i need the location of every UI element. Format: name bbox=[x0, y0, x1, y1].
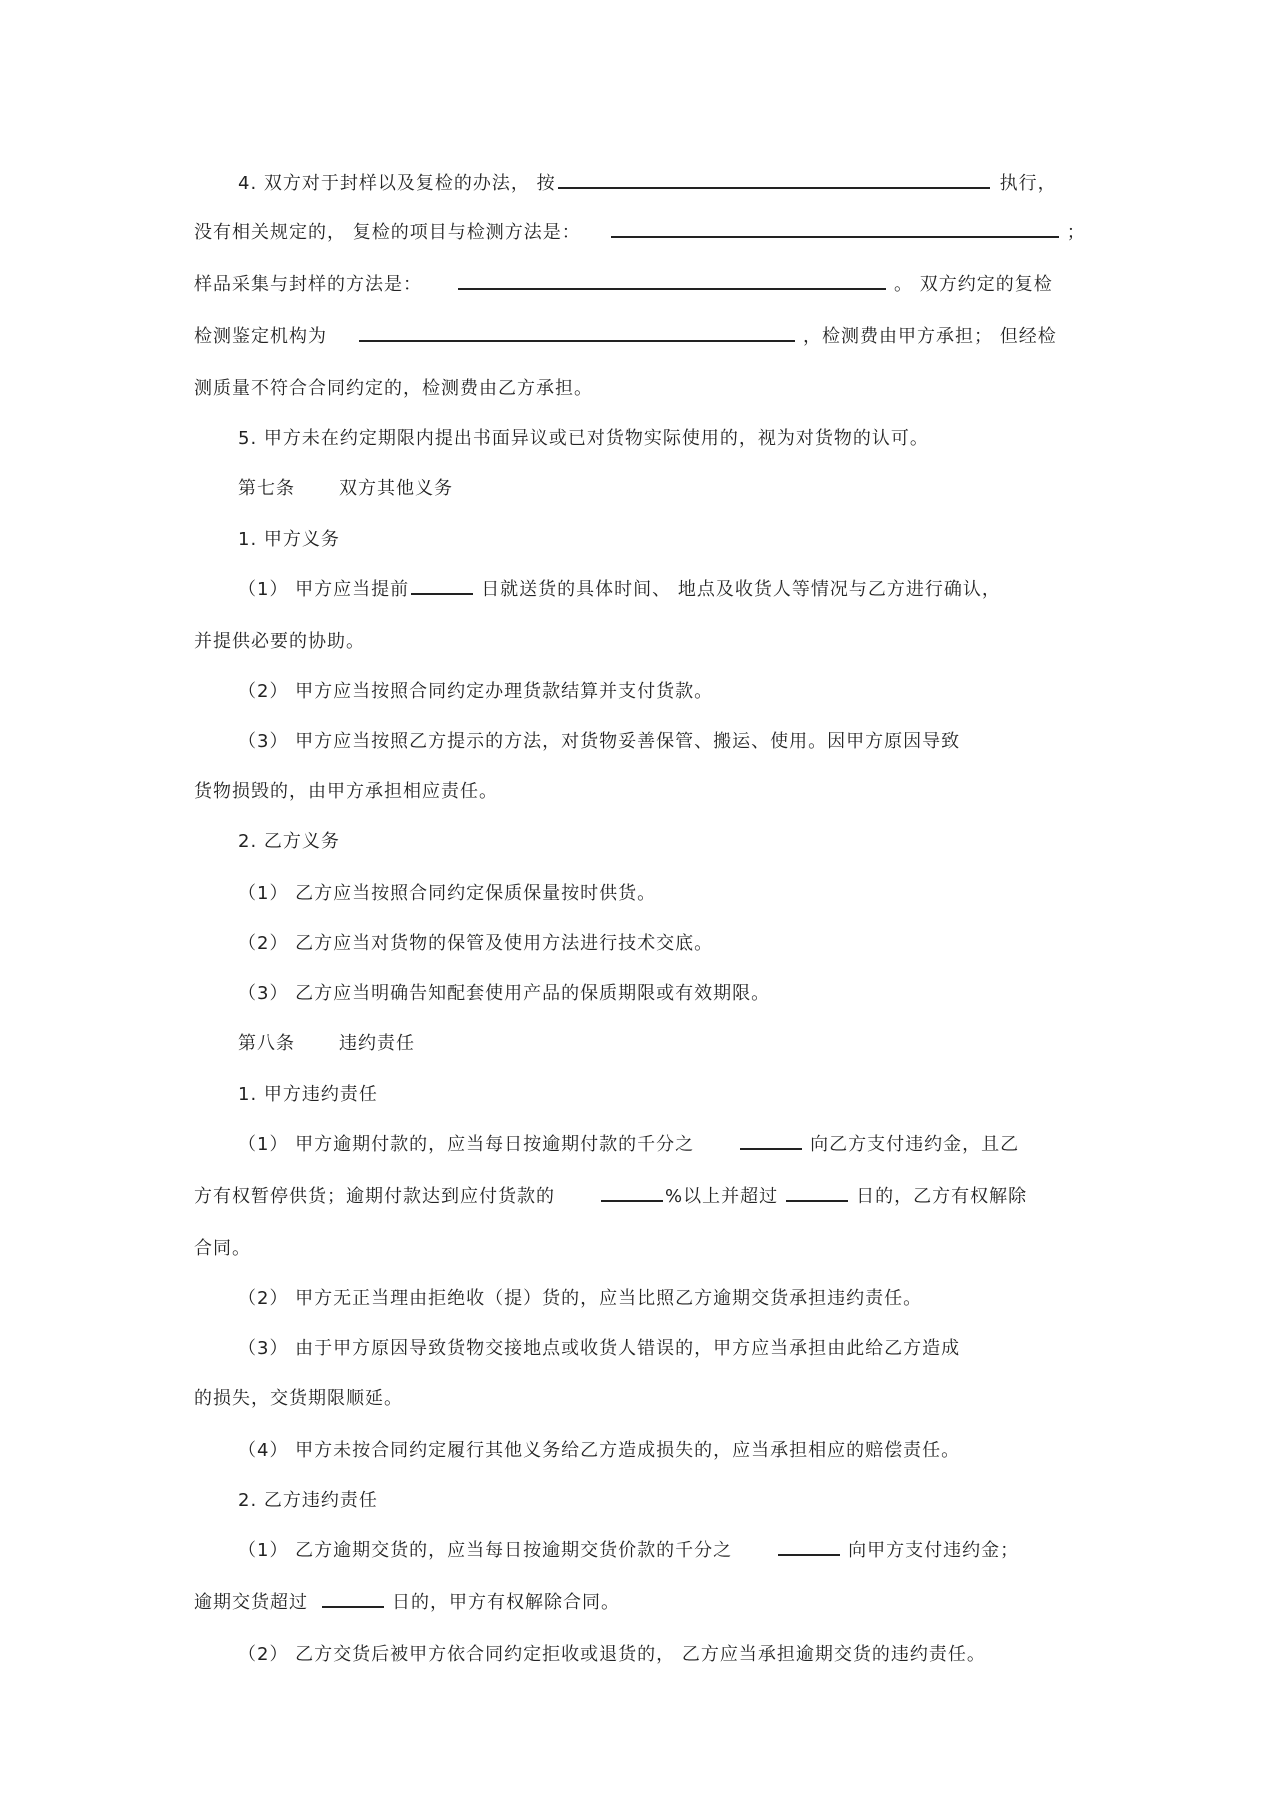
text: （1） 甲方逾期付款的，应当每日按逾期付款的千分之 bbox=[238, 1134, 695, 1155]
blank-field[interactable] bbox=[611, 222, 1059, 238]
party-b-liability-heading: 2. 乙方违约责任 bbox=[238, 1490, 378, 1511]
party-b-liability-2: （2） 乙方交货后被甲方依合同约定拒收或退货的， 乙方应当承担逾期交货的违约责任。 bbox=[238, 1644, 986, 1665]
text: 逾期交货超过 bbox=[194, 1592, 308, 1613]
text: 执行， bbox=[999, 173, 1057, 194]
party-a-liability-2: （2） 甲方无正当理由拒绝收（提）货的，应当比照乙方逾期交货承担违约责任。 bbox=[238, 1288, 923, 1309]
party-a-obligations-heading: 1. 甲方义务 bbox=[238, 529, 340, 550]
article-7-heading bbox=[238, 477, 453, 501]
party-b-obligation-3: （3） 乙方应当明确告知配套使用产品的保质期限或有效期限。 bbox=[238, 983, 771, 1004]
clause-4-line-3 bbox=[194, 273, 1053, 297]
party-b-obligations-heading: 2. 乙方义务 bbox=[238, 831, 340, 852]
blank-field[interactable] bbox=[786, 1186, 848, 1202]
article-title: 双方其他义务 bbox=[339, 478, 453, 499]
text: 4. 双方对于封样以及复检的办法， 按 bbox=[238, 173, 556, 194]
party-a-liability-1 bbox=[238, 1133, 1019, 1157]
text: 日就送货的具体时间、 地点及收货人等情况与乙方进行确认， bbox=[481, 579, 1001, 600]
blank-field[interactable] bbox=[322, 1592, 384, 1608]
party-a-liability-heading: 1. 甲方违约责任 bbox=[238, 1084, 378, 1105]
blank-field[interactable] bbox=[740, 1134, 802, 1150]
blank-field[interactable] bbox=[558, 173, 990, 189]
text: 。 双方约定的复检 bbox=[894, 274, 1053, 295]
text: %以上并超过 bbox=[665, 1186, 779, 1207]
party-b-obligation-2: （2） 乙方应当对货物的保管及使用方法进行技术交底。 bbox=[238, 933, 714, 954]
text: 日的，乙方有权解除 bbox=[856, 1186, 1028, 1207]
party-a-obligation-2: （2） 甲方应当按照合同约定办理货款结算并支付货款。 bbox=[238, 681, 714, 702]
text: 没有相关规定的， 复检的项目与检测方法是： bbox=[194, 222, 581, 243]
party-a-liability-3: （3） 由于甲方原因导致货物交接地点或收货人错误的，甲方应当承担由此给乙方造成 bbox=[238, 1338, 961, 1359]
party-b-obligation-1: （1） 乙方应当按照合同约定保质保量按时供货。 bbox=[238, 883, 657, 904]
party-a-obligation-1 bbox=[238, 578, 1001, 602]
party-b-liability-1-cont bbox=[194, 1591, 620, 1615]
clause-4-line-2 bbox=[194, 221, 1086, 245]
party-a-liability-1-end: 合同。 bbox=[194, 1238, 251, 1259]
text: （1） 乙方逾期交货的，应当每日按逾期交货价款的千分之 bbox=[238, 1540, 733, 1561]
party-a-obligation-3-cont: 货物损毁的，由甲方承担相应责任。 bbox=[194, 781, 498, 802]
party-a-liability-4: （4） 甲方未按合同约定履行其他义务给乙方造成损失的，应当承担相应的赔偿责任。 bbox=[238, 1440, 961, 1461]
clause-4-line-1 bbox=[238, 172, 1057, 196]
clause-4-line-5: 测质量不符合合同约定的，检测费由乙方承担。 bbox=[194, 378, 593, 399]
text: 检测鉴定机构为 bbox=[194, 326, 327, 347]
article-number: 第八条 bbox=[238, 1033, 295, 1054]
blank-field[interactable] bbox=[778, 1540, 840, 1556]
blank-field[interactable] bbox=[359, 326, 795, 342]
text: 向甲方支付违约金； bbox=[848, 1540, 1020, 1561]
text: ； bbox=[1066, 222, 1086, 243]
text: 样品采集与封样的方法是： bbox=[194, 274, 422, 295]
article-title: 违约责任 bbox=[339, 1033, 415, 1054]
text: ，检测费由甲方承担； 但经检 bbox=[803, 326, 1057, 347]
text: 向乙方支付违约金，且乙 bbox=[810, 1134, 1020, 1155]
article-number: 第七条 bbox=[238, 478, 295, 499]
text: （1） 甲方应当提前 bbox=[238, 579, 410, 600]
blank-field[interactable] bbox=[601, 1186, 663, 1202]
text: 方有权暂停供货；逾期付款达到应付货款的 bbox=[194, 1186, 555, 1207]
party-a-obligation-3: （3） 甲方应当按照乙方提示的方法，对货物妥善保管、搬运、使用。因甲方原因导致 bbox=[238, 731, 961, 752]
party-a-liability-3-cont: 的损失，交货期限顺延。 bbox=[194, 1388, 403, 1409]
blank-field[interactable] bbox=[458, 274, 886, 290]
clause-5: 5. 甲方未在约定期限内提出书面异议或已对货物实际使用的，视为对货物的认可。 bbox=[238, 428, 929, 449]
party-b-liability-1 bbox=[238, 1539, 1019, 1563]
blank-field[interactable] bbox=[411, 579, 473, 595]
article-8-heading bbox=[238, 1032, 415, 1056]
clause-4-line-4 bbox=[194, 325, 1057, 349]
text: 日的，甲方有权解除合同。 bbox=[392, 1592, 620, 1613]
party-a-liability-1-cont bbox=[194, 1185, 1027, 1209]
party-a-obligation-1-cont: 并提供必要的协助。 bbox=[194, 631, 365, 652]
